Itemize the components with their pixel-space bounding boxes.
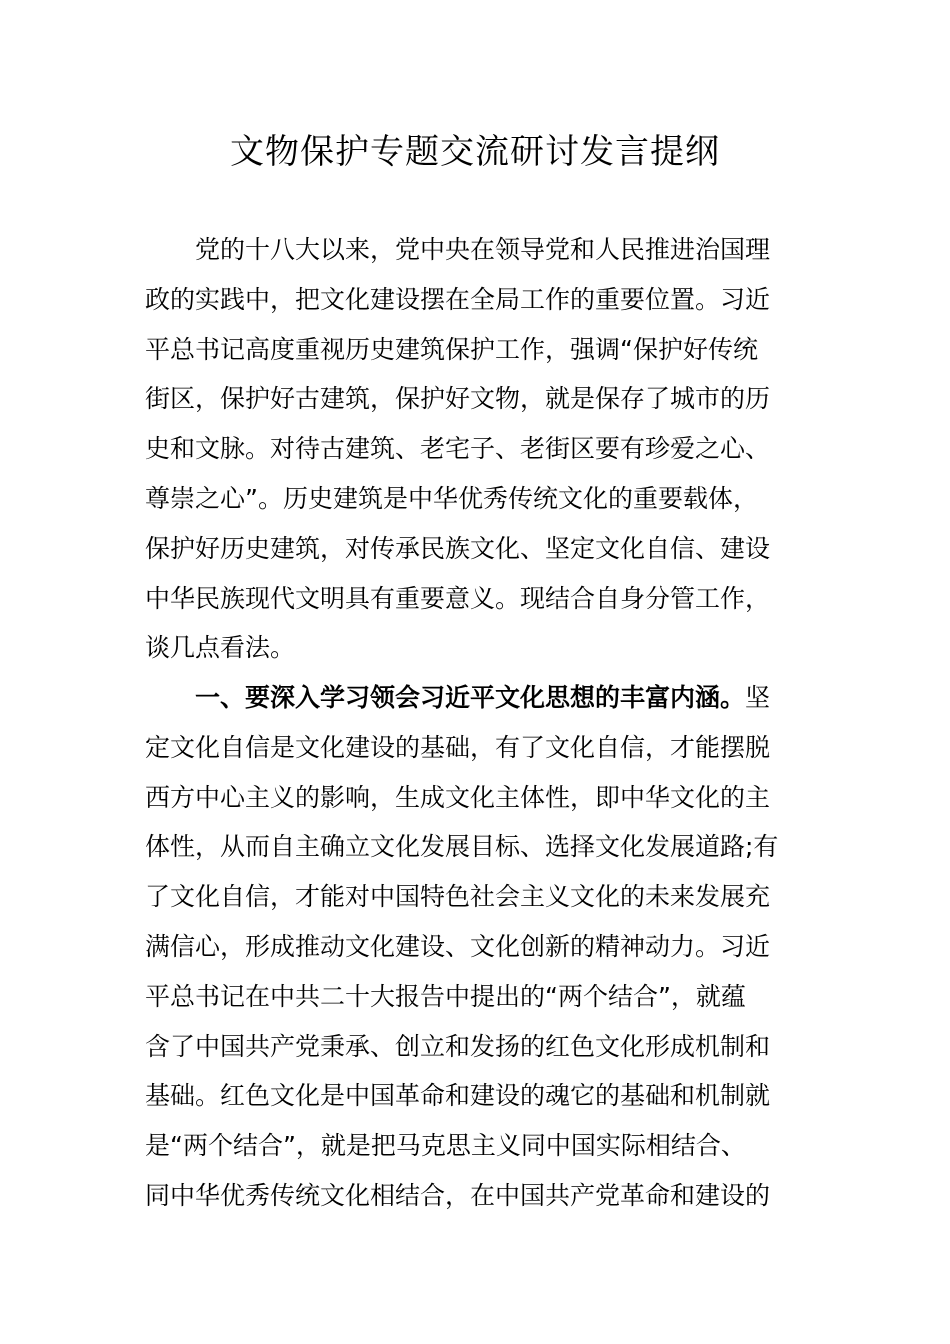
paragraph-line: 体性，从而自主确立文化发展目标、选择文化发展道路;有 — [145, 832, 779, 862]
paragraph-line: 了文化自信，才能对中国特色社会主义文化的未来发展充 — [145, 882, 771, 912]
document-title: 文物保护专题交流研讨发言提纲 — [230, 132, 720, 172]
paragraph-line: 街区，保护好古建筑，保护好文物，就是保存了城市的历 — [145, 384, 771, 414]
paragraph-intro — [145, 225, 790, 673]
paragraph-line: 谈几点看法。 — [145, 633, 296, 663]
paragraph-line: 党的十八大以来，党中央在领导党和人民推进治国理 — [195, 235, 771, 264]
paragraph-line: 政的实践中，把文化建设摆在全局工作的重要位置。习近 — [145, 284, 771, 314]
paragraph-line: 是“两个结合”，就是把马克思主义同中国实际相结合、 — [145, 1131, 746, 1161]
paragraph-line: 尊崇之心”。历史建筑是中华优秀传统文化的重要载体， — [145, 483, 758, 513]
paragraph-line: 定文化自信是文化建设的基础，有了文化自信，才能摆脱 — [145, 732, 771, 762]
paragraph-line: 含了中国共产党秉承、创立和发扬的红色文化形成机制和 — [145, 1031, 771, 1061]
paragraph-line: 满信心，形成推动文化建设、文化创新的精神动力。习近 — [145, 931, 771, 961]
paragraph-first-line — [145, 673, 790, 723]
paragraph-line: 中华民族现代文明具有重要意义。现结合自身分管工作， — [145, 583, 771, 613]
paragraph-line: 史和文脉。对待古建筑、老宅子、老街区要有珍爱之心、 — [145, 434, 771, 464]
paragraph-line: 西方中心主义的影响，生成文化主体性，即中华文化的主 — [145, 782, 771, 812]
paragraph-line: 平总书记在中共二十大报告中提出的“两个结合”，就蕴 — [145, 981, 746, 1011]
paragraph-line: 平总书记高度重视历史建筑保护工作，强调“保护好传统 — [145, 334, 758, 364]
paragraph-line: 基础。红色文化是中国革命和建设的魂它的基础和机制就 — [145, 1081, 771, 1111]
section-heading: 一、要深入学习领会习近平文化思想的丰富内涵。 — [195, 683, 746, 712]
paragraph-line: 保护好历史建筑，对传承民族文化、坚定文化自信、建设 — [145, 533, 771, 563]
paragraph-section-one — [145, 673, 790, 1221]
section-heading-continuation: 坚 — [745, 683, 771, 712]
paragraph-line: 同中华优秀传统文化相结合，在中国共产党革命和建设的 — [145, 1180, 771, 1210]
